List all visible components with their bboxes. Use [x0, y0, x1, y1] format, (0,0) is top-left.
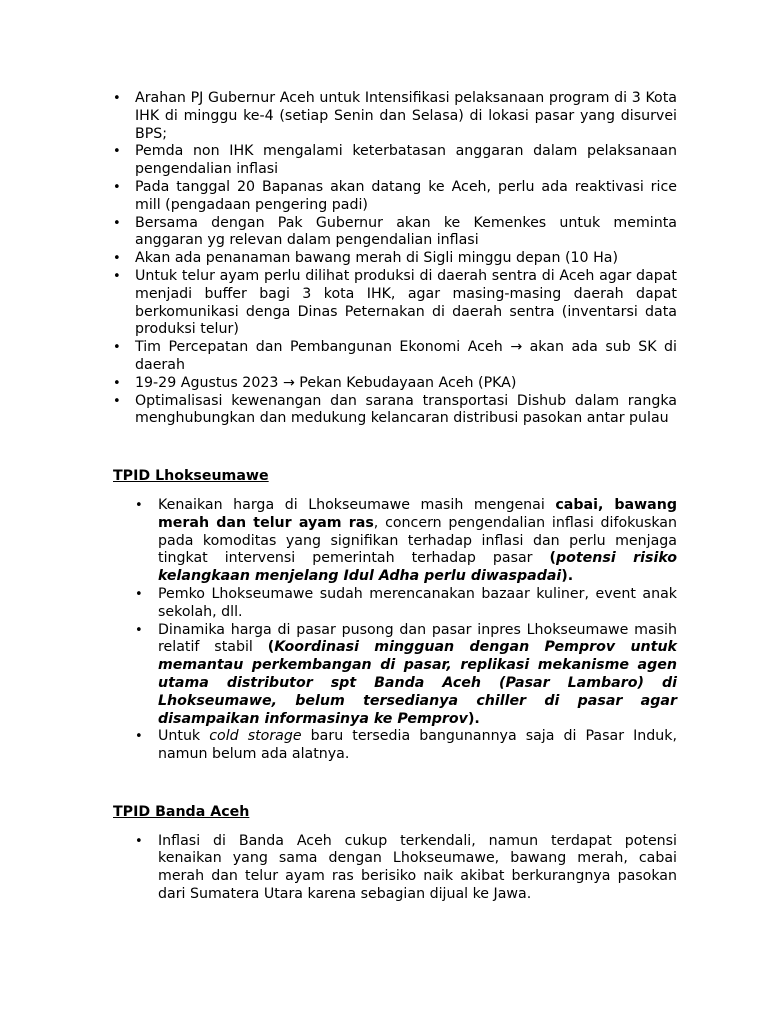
section-0-list-text-run: , concern pengendalian inflasi difokuskan pada komoditas yang signifikan terhadap inflasi dan perlu menjaga tingkat intervensi pemerintah terhadap pasar	[158, 514, 677, 567]
general-bullet-list	[113, 90, 677, 428]
section-0-list-text-run: (	[549, 550, 556, 567]
general-list-text-run: Bersama dengan Pak Gubernur akan ke Kemenkes untuk meminta anggaran yg relevan dalam pengendalian inflasi	[135, 214, 677, 249]
general-list-text-run: Akan ada penanaman bawang merah di Sigli minggu depan (10 Ha)	[135, 250, 618, 267]
bullet-icon: •	[113, 179, 121, 195]
general-list-item	[113, 143, 677, 179]
section-0-list-text-run: cabai, bawang merah dan telur ayam ras	[158, 496, 677, 531]
general-list-text-run: Pada tanggal 20 Bapanas akan datang ke Aceh, perlu ada reaktivasi rice mill (pengadaan pengering padi)	[135, 178, 677, 213]
bullet-icon: •	[113, 393, 121, 409]
general-list-item	[113, 179, 677, 215]
section-0-list-text-run: Pemko Lhokseumawe sudah merencanakan bazaar kuliner, event anak sekolah, dll.	[158, 585, 677, 620]
general-list-text-run: 19-29 Agustus 2023 → Pekan Kebudayaan Aceh (PKA)	[135, 374, 517, 391]
section-0-list-item	[135, 497, 677, 586]
section-0-list-text-run: potensi risiko kelangkaan menjelang Idul Adha perlu diwaspadai	[158, 550, 678, 585]
section-0-list-text-run: cold storage	[209, 728, 302, 745]
section-0-list-text-run: (	[267, 639, 275, 656]
section-0-list-text-run: baru tersedia bangunannya saja di Pasar Induk, namun belum ada alatnya.	[158, 728, 677, 763]
general-list-text-run: Optimalisasi kewenangan dan sarana transportasi Dishub dalam rangka menghubungkan dan medukung kelancaran distribusi pasokan antar pulau	[135, 392, 677, 427]
bullet-icon: •	[135, 729, 143, 745]
bullet-icon: •	[113, 215, 121, 231]
general-list-item	[113, 268, 677, 339]
bullet-icon: •	[135, 497, 143, 513]
general-list-text-run: Untuk telur ayam perlu dilihat produksi di daerah sentra di Aceh agar dapat menjadi buffer bagi 3 kota IHK, agar masing-masing daerah dapat berkomunikasi denga Dinas Peternakan di daerah sentra (inventarsi data produksi telur)	[135, 267, 677, 338]
bullet-icon: •	[135, 833, 143, 849]
bullet-icon: •	[113, 251, 121, 267]
bullet-icon: •	[113, 91, 121, 106]
section-1-list-text-run: Inflasi di Banda Aceh cukup terkendali, namun terdapat potensi kenaikan yang sama dengan Lhokseumawe, bawang merah, cabai merah dan telur ayam ras berisiko naik akibat berkurangnya pasokan dari Sumatera Utara karena sebagian dijual ke Jawa.	[158, 832, 677, 903]
bullet-icon: •	[135, 586, 143, 602]
section-1-list-item	[135, 833, 677, 904]
general-list-text-run: Pemda non IHK mengalami keterbatasan anggaran dalam pelaksanaan pengendalian inflasi	[135, 143, 677, 178]
general-list-text-run: Tim Percepatan dan Pembangunan Ekonomi Aceh → akan ada sub SK di daerah	[135, 339, 677, 373]
general-list-item	[113, 90, 677, 143]
general-list-item	[113, 393, 677, 429]
general-list-item	[113, 215, 677, 251]
bullet-icon: •	[113, 268, 121, 284]
bullet-icon: •	[113, 375, 121, 391]
general-list-item	[113, 250, 677, 268]
general-list-item	[113, 375, 677, 393]
section-0-list-text-run: Untuk	[158, 728, 210, 745]
section-heading-lhokseumawe: TPID Lhokseumawe	[113, 468, 269, 485]
section-0-list-item	[135, 728, 677, 764]
bullet-icon: •	[113, 340, 121, 356]
bullet-icon: •	[135, 622, 143, 638]
section-0-list-item	[135, 586, 677, 622]
section-0-list-text-run: Koordinasi mingguan dengan Pemprov untuk memantau perkembangan di pasar, replikasi mekanisme agen utama distributor spt Banda Aceh (Pasar Lambaro) di Lhokseumawe, belum tersedianya chiller di pasar agar disampaikan informasinya ke Pemprov	[158, 639, 677, 727]
section-heading-banda-aceh: TPID Banda Aceh	[113, 803, 250, 820]
section-0-list-text-run: Dinamika harga di pasar pusong dan pasar inpres Lhokseumawe masih relatif stabil	[158, 621, 677, 656]
section-0-list-item	[135, 622, 677, 729]
general-list-text-run: Arahan PJ Gubernur Aceh untuk Intensifikasi pelaksanaan program di 3 Kota IHK di minggu ke-4 (setiap Senin dan Selasa) di lokasi pasar yang disurvei BPS;	[135, 90, 677, 142]
general-list-item	[113, 339, 677, 375]
banda-aceh-bullet-list	[135, 833, 677, 904]
section-0-list-text-run: Kenaikan harga di Lhokseumawe masih mengenai	[158, 496, 556, 513]
lhokseumawe-bullet-list	[135, 497, 677, 764]
bullet-icon: •	[113, 144, 121, 160]
section-0-list-text-run: ).	[467, 710, 480, 727]
section-0-list-text-run: ).	[561, 568, 574, 585]
